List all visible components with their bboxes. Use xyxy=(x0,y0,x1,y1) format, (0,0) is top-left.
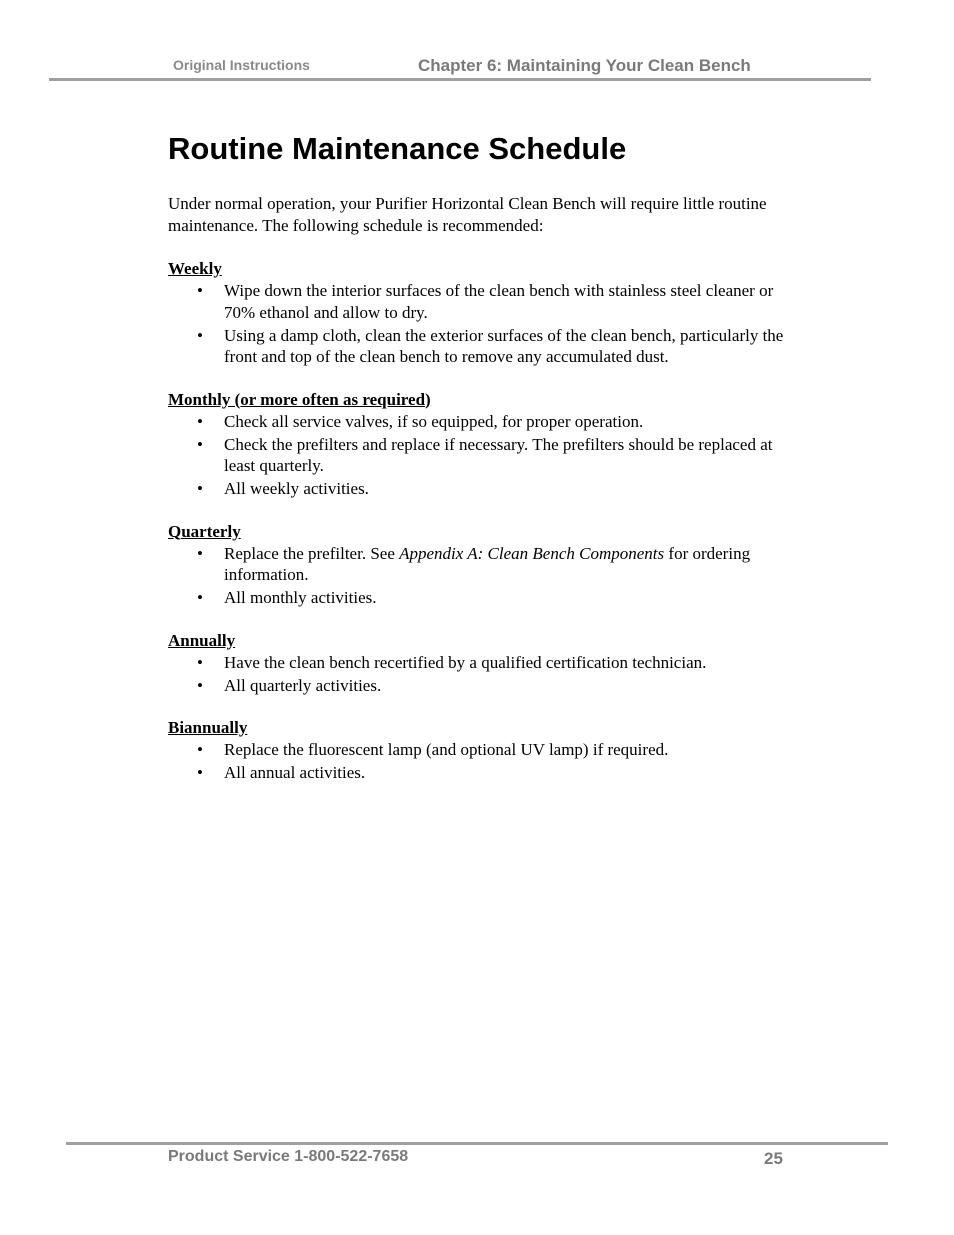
bullet-icon: • xyxy=(197,675,203,695)
list-item xyxy=(168,675,788,697)
bullet-icon: • xyxy=(197,588,203,607)
bullet-list xyxy=(168,652,788,697)
list-item xyxy=(168,434,788,477)
section-heading: Quarterly xyxy=(168,521,241,541)
page-title: Routine Maintenance Schedule xyxy=(168,131,627,166)
section-heading: Annually xyxy=(168,630,236,650)
list-item xyxy=(168,478,788,500)
list-item-text: Check all service valves, if so equipped, for proper operation. xyxy=(224,411,644,431)
list-item-text: Wipe down the interior surfaces of the clean bench with stainless steel cleaner or 70% ethanol and allow to dry. xyxy=(224,281,774,322)
section-weekly xyxy=(168,258,788,368)
list-item-text: Replace the fluorescent lamp (and optional UV lamp) if required. xyxy=(224,740,669,759)
section-heading: Weekly xyxy=(168,259,222,278)
list-item xyxy=(168,652,788,674)
bullet-icon: • xyxy=(197,652,203,672)
list-item-text: Using a damp cloth, clean the exterior surfaces of the clean bench, particularly the front and top of the clean bench to remove any accumulated dust. xyxy=(224,325,784,366)
list-item-text: Check the prefilters and replace if necessary. The prefilters should be replaced at least quarterly. xyxy=(224,434,773,475)
list-item xyxy=(168,411,788,433)
bullet-icon: • xyxy=(197,479,203,498)
list-item-text: Replace the prefilter. See xyxy=(224,543,400,563)
bullet-icon: • xyxy=(197,763,203,782)
header-divider xyxy=(49,78,871,81)
bullet-icon: • xyxy=(197,281,203,300)
bullet-icon: • xyxy=(197,740,203,759)
section-heading: Biannually xyxy=(168,718,248,737)
bullet-list xyxy=(168,739,788,784)
footer-divider xyxy=(66,1142,888,1145)
bullet-list xyxy=(168,280,788,368)
list-item xyxy=(168,543,788,586)
list-item-text: All weekly activities. xyxy=(224,479,369,498)
section-heading: Monthly (or more often as required) xyxy=(168,389,431,409)
bullet-icon: • xyxy=(197,325,203,345)
intro-paragraph: Under normal operation, your Purifier Horizontal Clean Bench will require little routine maintenance. The following schedule is recommended: xyxy=(168,194,767,235)
header-chapter-title: Chapter 6: Maintaining Your Clean Bench xyxy=(418,56,751,75)
bullet-list xyxy=(168,411,788,500)
bullet-icon: • xyxy=(197,543,203,563)
appendix-reference: Appendix A: Clean Bench Components xyxy=(399,543,665,563)
footer-product-service: Product Service 1-800-522-7658 xyxy=(168,1148,409,1165)
list-item xyxy=(168,325,788,368)
document-body xyxy=(168,193,788,805)
list-item-text: All monthly activities. xyxy=(224,588,377,607)
list-item-text: All quarterly activities. xyxy=(224,675,382,695)
list-item-text: All annual activities. xyxy=(224,763,366,782)
section-biannually xyxy=(168,717,788,784)
list-item-text: for ordering information. xyxy=(224,543,751,584)
section-monthly xyxy=(168,389,788,500)
list-item xyxy=(168,739,788,761)
header-original-instructions: Original Instructions xyxy=(173,57,310,73)
list-item xyxy=(168,587,788,609)
bullet-list xyxy=(168,543,788,609)
page-number: 25 xyxy=(764,1149,783,1168)
section-annually xyxy=(168,630,788,697)
bullet-icon: • xyxy=(197,411,203,431)
list-item xyxy=(168,280,788,323)
list-item-text: Have the clean bench recertified by a qualified certification technician. xyxy=(224,652,707,672)
section-quarterly xyxy=(168,521,788,609)
list-item xyxy=(168,762,788,784)
bullet-icon: • xyxy=(197,434,203,454)
